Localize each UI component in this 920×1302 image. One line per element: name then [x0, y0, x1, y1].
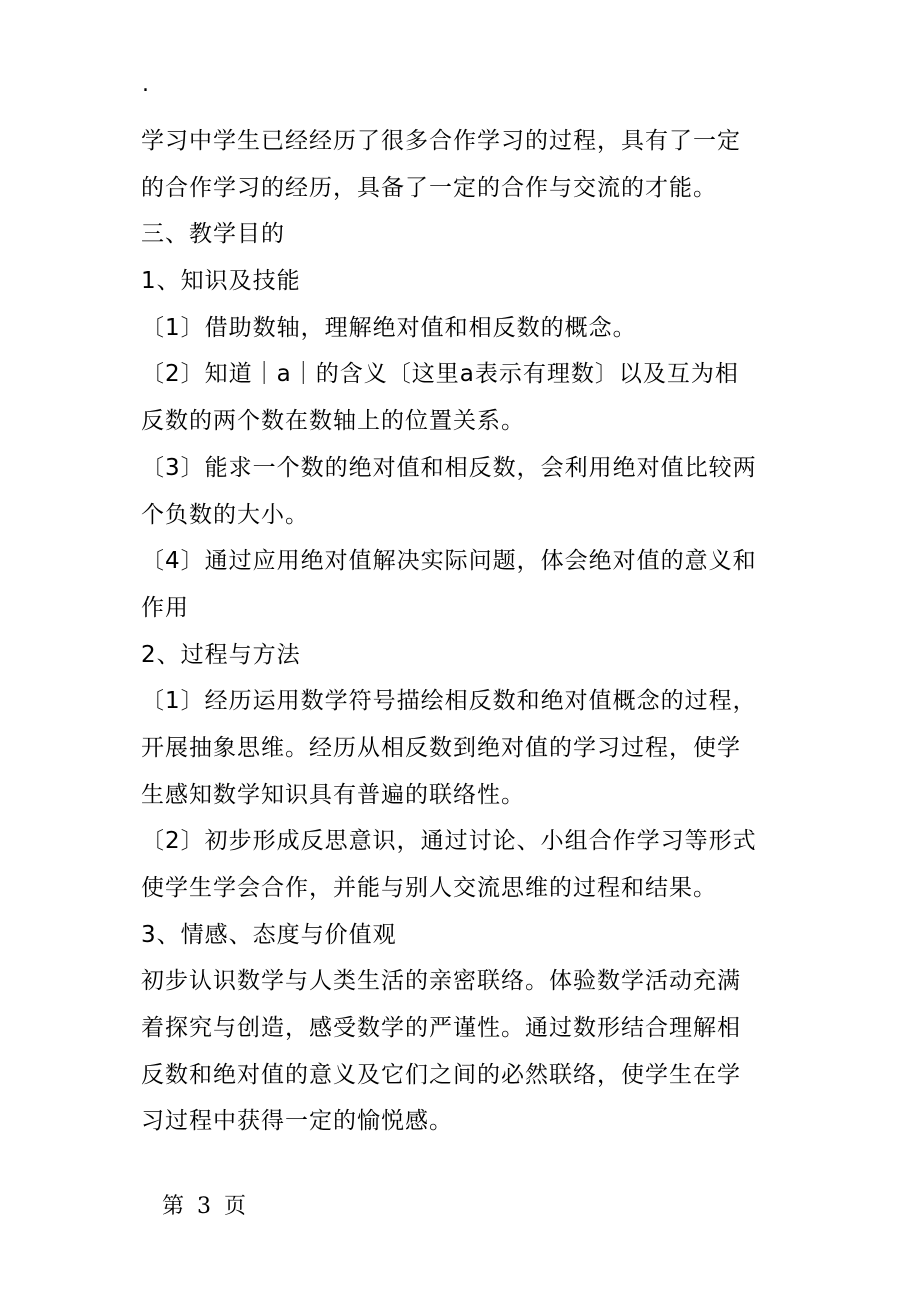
text-line: 使学生学会合作，并能与别人交流思维的过程和结果。 [141, 875, 717, 901]
page-number: 第 3 页 [162, 1194, 246, 1219]
text-line: 作用 [141, 594, 189, 621]
text-line: 习过程中获得一定的愉悦感。 [141, 1108, 453, 1135]
subsection-heading: 2、过程与方法 [141, 641, 301, 668]
text-line: 开展抽象思维。经历从相反数到绝对值的学习过程，使学 [141, 734, 741, 761]
text-line: 初步认识数学与人类生活的亲密联络。体验数学活动充满 [141, 968, 741, 995]
list-item: 〔2〕知道｜a｜的含义〔这里a表示有理数〕以及互为相 [141, 361, 739, 388]
header-mark: . [142, 72, 149, 97]
list-item: 〔3〕能求一个数的绝对值和相反数，会利用绝对值比较两 [141, 454, 757, 481]
text-line: 个负数的大小。 [141, 501, 309, 528]
text-line: 学习中学生已经经历了很多合作学习的过程，具有了一定 [141, 128, 741, 154]
list-item: 〔2〕初步形成反思意识，通过讨论、小组合作学习等形式 [141, 828, 757, 855]
text-line: 的合作学习的经历，具备了一定的合作与交流的才能。 [141, 174, 717, 201]
body-text [141, 118, 801, 1145]
text-line: 着探究与创造，感受数学的严谨性。通过数形结合理解相 [141, 1015, 741, 1042]
text-line: 反数和绝对值的意义及它们之间的必然联络，使学生在学 [141, 1061, 741, 1088]
list-item: 〔1〕借助数轴，理解绝对值和相反数的概念。 [141, 314, 637, 341]
list-item: 〔1〕经历运用数学符号描绘相反数和绝对值概念的过程， [141, 688, 757, 715]
text-line: 反数的两个数在数轴上的位置关系。 [141, 408, 525, 435]
list-item: 〔4〕通过应用绝对值解决实际问题，体会绝对值的意义和 [141, 548, 757, 575]
text-line: 生感知数学知识具有普遍的联络性。 [141, 781, 525, 808]
subsection-heading: 1、知识及技能 [141, 268, 301, 295]
subsection-heading: 3、情感、态度与价值观 [141, 921, 397, 948]
section-heading: 三、教学目的 [141, 221, 285, 248]
